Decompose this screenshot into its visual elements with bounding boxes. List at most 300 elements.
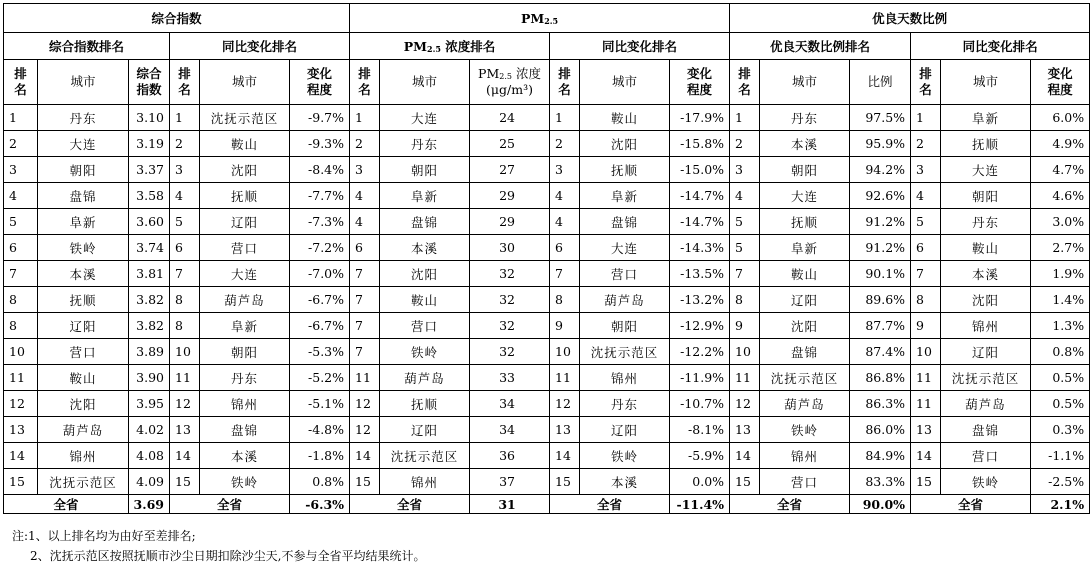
rank-cell: 7: [550, 261, 580, 287]
pm25-rank-pm: PM: [403, 39, 427, 54]
total-label: 全省: [550, 495, 670, 514]
rank-cell: 7: [730, 261, 760, 287]
value-cell: -12.2%: [670, 339, 730, 365]
rank-header: 排 名: [350, 60, 380, 105]
rank-cell: 2: [350, 131, 380, 157]
table-row: [4, 157, 1090, 183]
city-cell: 本溪: [580, 469, 670, 495]
value-cell: 97.5%: [850, 105, 911, 131]
city-cell: 葫芦岛: [38, 417, 129, 443]
value-cell: 87.4%: [850, 339, 911, 365]
value-cell: 4.02: [129, 417, 170, 443]
rank-cell: 3: [550, 157, 580, 183]
city-cell: 抚顺: [941, 131, 1031, 157]
value-cell: -14.3%: [670, 235, 730, 261]
city-cell: 葫芦岛: [580, 287, 670, 313]
table-row: [4, 105, 1090, 131]
rank-cell: 15: [4, 469, 38, 495]
city-header: 城市: [941, 60, 1031, 105]
value-cell: -14.7%: [670, 209, 730, 235]
city-cell: 本溪: [941, 261, 1031, 287]
city-cell: 大连: [941, 157, 1031, 183]
province-total-row: [4, 495, 1090, 514]
value-cell: 3.90: [129, 365, 170, 391]
table-row: [4, 287, 1090, 313]
rank-cell: 1: [911, 105, 941, 131]
total-label: 全省: [170, 495, 290, 514]
rank-cell: 3: [350, 157, 380, 183]
index-header: 综合 指数: [129, 60, 170, 105]
city-cell: 沈抚示范区: [580, 339, 670, 365]
value-cell: -4.8%: [290, 417, 350, 443]
rank-cell: 10: [550, 339, 580, 365]
city-cell: 铁岭: [38, 235, 129, 261]
rank-cell: 4: [350, 183, 380, 209]
value-cell: 0.0%: [670, 469, 730, 495]
rank-cell: 8: [4, 287, 38, 313]
value-cell: 4.09: [129, 469, 170, 495]
good-days-rank-subheader: 优良天数比例排名: [730, 33, 911, 60]
value-cell: 3.37: [129, 157, 170, 183]
city-cell: 抚顺: [760, 209, 850, 235]
city-cell: 朝阳: [941, 183, 1031, 209]
city-cell: 辽阳: [38, 313, 129, 339]
rank-cell: 10: [911, 339, 941, 365]
city-cell: 葫芦岛: [941, 391, 1031, 417]
table-row: [4, 391, 1090, 417]
value-cell: 0.8%: [1031, 339, 1090, 365]
city-cell: 沈阳: [38, 391, 129, 417]
city-cell: 抚顺: [580, 157, 670, 183]
value-cell: 6.0%: [1031, 105, 1090, 131]
value-cell: 33: [470, 365, 550, 391]
city-cell: 本溪: [760, 131, 850, 157]
value-cell: -6.7%: [290, 313, 350, 339]
value-cell: 86.8%: [850, 365, 911, 391]
rank-header: 排 名: [170, 60, 200, 105]
city-header: 城市: [580, 60, 670, 105]
rank-cell: 7: [350, 261, 380, 287]
good-days-change-subheader: 同比变化排名: [911, 33, 1090, 60]
value-cell: -2.5%: [1031, 469, 1090, 495]
change-header: 变化 程度: [1031, 60, 1090, 105]
value-cell: 27: [470, 157, 550, 183]
value-cell: -8.1%: [670, 417, 730, 443]
city-cell: 沈抚示范区: [200, 105, 290, 131]
value-cell: 3.95: [129, 391, 170, 417]
value-cell: -5.3%: [290, 339, 350, 365]
change-header: 变化 程度: [670, 60, 730, 105]
city-cell: 阜新: [580, 183, 670, 209]
value-cell: 29: [470, 209, 550, 235]
rank-cell: 12: [730, 391, 760, 417]
city-cell: 阜新: [941, 105, 1031, 131]
value-cell: 1.9%: [1031, 261, 1090, 287]
city-cell: 鞍山: [580, 105, 670, 131]
footnotes: [12, 526, 425, 566]
total-value: -11.4%: [670, 495, 730, 514]
city-cell: 锦州: [941, 313, 1031, 339]
rank-cell: 12: [4, 391, 38, 417]
rank-header: 排 名: [550, 60, 580, 105]
value-cell: 91.2%: [850, 235, 911, 261]
city-cell: 鞍山: [200, 131, 290, 157]
value-cell: 32: [470, 313, 550, 339]
rank-cell: 11: [350, 365, 380, 391]
city-cell: 沈抚示范区: [760, 365, 850, 391]
city-cell: 辽阳: [580, 417, 670, 443]
city-cell: 大连: [38, 131, 129, 157]
footnote-1: 注:1、以上排名均为由好至差排名;: [12, 529, 196, 543]
rank-cell: 11: [911, 365, 941, 391]
city-cell: 本溪: [38, 261, 129, 287]
rank-cell: 11: [911, 391, 941, 417]
value-cell: -7.3%: [290, 209, 350, 235]
table-row: [4, 183, 1090, 209]
city-cell: 阜新: [760, 235, 850, 261]
city-cell: 营口: [38, 339, 129, 365]
city-cell: 锦州: [200, 391, 290, 417]
rank-cell: 15: [911, 469, 941, 495]
total-value: 3.69: [129, 495, 170, 514]
city-cell: 铁岭: [941, 469, 1031, 495]
footnote-2: 2、沈抚示范区按照抚顺市沙尘日期扣除沙尘天,不参与全省平均结果统计。: [30, 549, 426, 563]
rank-cell: 2: [730, 131, 760, 157]
city-cell: 葫芦岛: [760, 391, 850, 417]
rank-cell: 11: [170, 365, 200, 391]
table-row: [4, 235, 1090, 261]
rank-cell: 7: [170, 261, 200, 287]
pm25-title-subscript: 2.5: [544, 15, 559, 26]
composite-rank-subheader: 综合指数排名: [4, 33, 170, 60]
city-cell: 大连: [380, 105, 470, 131]
city-cell: 大连: [760, 183, 850, 209]
rank-cell: 4: [550, 183, 580, 209]
city-cell: 营口: [941, 443, 1031, 469]
rank-cell: 6: [911, 235, 941, 261]
city-cell: 葫芦岛: [200, 287, 290, 313]
rank-cell: 3: [911, 157, 941, 183]
value-cell: 84.9%: [850, 443, 911, 469]
rank-cell: 7: [911, 261, 941, 287]
value-cell: 3.89: [129, 339, 170, 365]
rank-cell: 7: [350, 287, 380, 313]
value-cell: 36: [470, 443, 550, 469]
city-cell: 盘锦: [580, 209, 670, 235]
city-cell: 营口: [200, 235, 290, 261]
rank-cell: 11: [4, 365, 38, 391]
value-cell: 89.6%: [850, 287, 911, 313]
pm25-change-subheader: 同比变化排名: [550, 33, 730, 60]
rank-cell: 13: [730, 417, 760, 443]
table-row: [4, 417, 1090, 443]
city-cell: 盘锦: [38, 183, 129, 209]
rank-cell: 4: [170, 183, 200, 209]
value-cell: 0.5%: [1031, 365, 1090, 391]
rank-cell: 3: [170, 157, 200, 183]
value-cell: 95.9%: [850, 131, 911, 157]
value-cell: 32: [470, 261, 550, 287]
city-cell: 锦州: [380, 469, 470, 495]
rank-cell: 6: [4, 235, 38, 261]
value-cell: -7.7%: [290, 183, 350, 209]
value-cell: -9.7%: [290, 105, 350, 131]
rank-cell: 11: [550, 365, 580, 391]
city-cell: 朝阳: [38, 157, 129, 183]
city-cell: 锦州: [38, 443, 129, 469]
value-cell: 3.82: [129, 287, 170, 313]
value-cell: 2.7%: [1031, 235, 1090, 261]
rank-cell: 12: [550, 391, 580, 417]
rank-cell: 4: [550, 209, 580, 235]
rank-cell: 5: [4, 209, 38, 235]
value-cell: 3.10: [129, 105, 170, 131]
city-cell: 辽阳: [760, 287, 850, 313]
table-row: [4, 261, 1090, 287]
table-row: [4, 313, 1090, 339]
rank-cell: 8: [4, 313, 38, 339]
city-cell: 辽阳: [941, 339, 1031, 365]
pm25-rank-suffix: 浓度排名: [440, 39, 496, 54]
rank-cell: 15: [170, 469, 200, 495]
table-row: [4, 209, 1090, 235]
value-cell: 0.5%: [1031, 391, 1090, 417]
total-label: 全省: [4, 495, 129, 514]
value-cell: 3.81: [129, 261, 170, 287]
city-cell: 抚顺: [380, 391, 470, 417]
value-cell: -1.8%: [290, 443, 350, 469]
rank-cell: 4: [730, 183, 760, 209]
city-cell: 盘锦: [760, 339, 850, 365]
value-cell: -7.2%: [290, 235, 350, 261]
value-cell: -1.1%: [1031, 443, 1090, 469]
rank-cell: 14: [4, 443, 38, 469]
rank-cell: 8: [911, 287, 941, 313]
value-cell: -15.0%: [670, 157, 730, 183]
city-cell: 辽阳: [380, 417, 470, 443]
city-cell: 鞍山: [760, 261, 850, 287]
rank-cell: 3: [4, 157, 38, 183]
value-cell: -9.3%: [290, 131, 350, 157]
rank-cell: 1: [170, 105, 200, 131]
good-days-title: 优良天数比例: [730, 4, 1090, 33]
city-cell: 鞍山: [38, 365, 129, 391]
city-cell: 沈阳: [941, 287, 1031, 313]
city-cell: 沈阳: [380, 261, 470, 287]
pm25-title-main: PM: [520, 10, 545, 26]
value-cell: 24: [470, 105, 550, 131]
city-cell: 抚顺: [200, 183, 290, 209]
rank-cell: 12: [350, 417, 380, 443]
city-cell: 本溪: [380, 235, 470, 261]
city-cell: 铁岭: [580, 443, 670, 469]
rank-cell: 14: [170, 443, 200, 469]
value-cell: -6.7%: [290, 287, 350, 313]
city-cell: 本溪: [200, 443, 290, 469]
ratio-header: 比例: [850, 60, 911, 105]
rank-cell: 14: [911, 443, 941, 469]
rank-cell: 5: [911, 209, 941, 235]
value-cell: 1.4%: [1031, 287, 1090, 313]
rank-cell: 15: [350, 469, 380, 495]
rank-cell: 2: [170, 131, 200, 157]
value-cell: 1.3%: [1031, 313, 1090, 339]
rank-cell: 7: [350, 313, 380, 339]
pm25-title: [350, 4, 730, 33]
city-cell: 营口: [580, 261, 670, 287]
rank-cell: 10: [730, 339, 760, 365]
table-row: [4, 365, 1090, 391]
table-row: [4, 339, 1090, 365]
table-row: [4, 443, 1090, 469]
total-label: 全省: [350, 495, 470, 514]
city-cell: 朝阳: [580, 313, 670, 339]
rank-cell: 4: [4, 183, 38, 209]
rank-cell: 1: [730, 105, 760, 131]
city-cell: 盘锦: [380, 209, 470, 235]
city-cell: 铁岭: [200, 469, 290, 495]
value-cell: -5.1%: [290, 391, 350, 417]
rank-header: 排 名: [4, 60, 38, 105]
composite-index-title: 综合指数: [4, 4, 350, 33]
rank-cell: 2: [911, 131, 941, 157]
rank-cell: 9: [911, 313, 941, 339]
value-cell: 30: [470, 235, 550, 261]
city-cell: 沈抚示范区: [38, 469, 129, 495]
rank-cell: 13: [170, 417, 200, 443]
total-value: 31: [470, 495, 550, 514]
value-cell: 3.19: [129, 131, 170, 157]
value-cell: -11.9%: [670, 365, 730, 391]
rank-cell: 5: [730, 209, 760, 235]
value-cell: -10.7%: [670, 391, 730, 417]
value-cell: 91.2%: [850, 209, 911, 235]
value-cell: 86.3%: [850, 391, 911, 417]
city-cell: 盘锦: [941, 417, 1031, 443]
rank-cell: 6: [550, 235, 580, 261]
table-row: [4, 469, 1090, 495]
value-cell: 3.82: [129, 313, 170, 339]
rank-cell: 5: [170, 209, 200, 235]
city-cell: 营口: [380, 313, 470, 339]
city-header: 城市: [760, 60, 850, 105]
rank-cell: 14: [550, 443, 580, 469]
city-cell: 营口: [760, 469, 850, 495]
value-cell: -15.8%: [670, 131, 730, 157]
city-cell: 阜新: [200, 313, 290, 339]
rank-cell: 13: [550, 417, 580, 443]
city-cell: 沈抚示范区: [941, 365, 1031, 391]
city-cell: 锦州: [580, 365, 670, 391]
city-cell: 丹东: [580, 391, 670, 417]
rank-cell: 2: [4, 131, 38, 157]
city-cell: 葫芦岛: [380, 365, 470, 391]
city-cell: 抚顺: [38, 287, 129, 313]
rank-cell: 11: [730, 365, 760, 391]
city-cell: 阜新: [380, 183, 470, 209]
value-cell: 3.74: [129, 235, 170, 261]
value-cell: 3.58: [129, 183, 170, 209]
table-row: [4, 131, 1090, 157]
value-cell: 32: [470, 339, 550, 365]
city-header: 城市: [380, 60, 470, 105]
rank-cell: 8: [730, 287, 760, 313]
rank-cell: 9: [730, 313, 760, 339]
pm25-concentration-header: PM2.5 浓度 (μg/m³): [470, 60, 550, 105]
value-cell: 29: [470, 183, 550, 209]
rank-cell: 8: [170, 287, 200, 313]
value-cell: 0.8%: [290, 469, 350, 495]
value-cell: 3.60: [129, 209, 170, 235]
pm25-rank-subscript: 2.5: [427, 44, 441, 54]
rank-cell: 15: [730, 469, 760, 495]
value-cell: -12.9%: [670, 313, 730, 339]
total-value: 90.0%: [850, 495, 911, 514]
rank-cell: 12: [350, 391, 380, 417]
value-cell: 3.0%: [1031, 209, 1090, 235]
change-header: 变化 程度: [290, 60, 350, 105]
city-cell: 鞍山: [941, 235, 1031, 261]
rank-header: 排 名: [730, 60, 760, 105]
table-body: [4, 105, 1090, 495]
city-cell: 大连: [200, 261, 290, 287]
value-cell: 34: [470, 417, 550, 443]
value-cell: 90.1%: [850, 261, 911, 287]
rank-cell: 7: [350, 339, 380, 365]
city-cell: 丹东: [380, 131, 470, 157]
value-cell: 4.6%: [1031, 183, 1090, 209]
rank-cell: 15: [550, 469, 580, 495]
city-cell: 沈阳: [760, 313, 850, 339]
city-header: 城市: [38, 60, 129, 105]
city-cell: 丹东: [38, 105, 129, 131]
city-cell: 沈阳: [200, 157, 290, 183]
city-cell: 沈阳: [580, 131, 670, 157]
value-cell: 34: [470, 391, 550, 417]
value-cell: 4.08: [129, 443, 170, 469]
pm25-unit: (μg/m³): [486, 82, 533, 98]
value-cell: 86.0%: [850, 417, 911, 443]
city-cell: 丹东: [941, 209, 1031, 235]
city-cell: 丹东: [760, 105, 850, 131]
rank-cell: 3: [730, 157, 760, 183]
rank-cell: 10: [4, 339, 38, 365]
rank-cell: 1: [550, 105, 580, 131]
rank-cell: 1: [4, 105, 38, 131]
value-cell: -13.2%: [670, 287, 730, 313]
value-cell: -17.9%: [670, 105, 730, 131]
total-label: 全省: [730, 495, 850, 514]
city-cell: 铁岭: [380, 339, 470, 365]
city-cell: 锦州: [760, 443, 850, 469]
value-cell: -7.0%: [290, 261, 350, 287]
value-cell: 4.7%: [1031, 157, 1090, 183]
value-cell: -8.4%: [290, 157, 350, 183]
value-cell: 0.3%: [1031, 417, 1090, 443]
value-cell: 25: [470, 131, 550, 157]
value-cell: 94.2%: [850, 157, 911, 183]
total-label: 全省: [911, 495, 1031, 514]
city-cell: 大连: [580, 235, 670, 261]
rank-cell: 7: [4, 261, 38, 287]
rank-cell: 10: [170, 339, 200, 365]
rank-cell: 1: [350, 105, 380, 131]
city-cell: 朝阳: [380, 157, 470, 183]
value-cell: -14.7%: [670, 183, 730, 209]
value-cell: 87.7%: [850, 313, 911, 339]
value-cell: -13.5%: [670, 261, 730, 287]
pm25-rank-subheader: [350, 33, 550, 60]
